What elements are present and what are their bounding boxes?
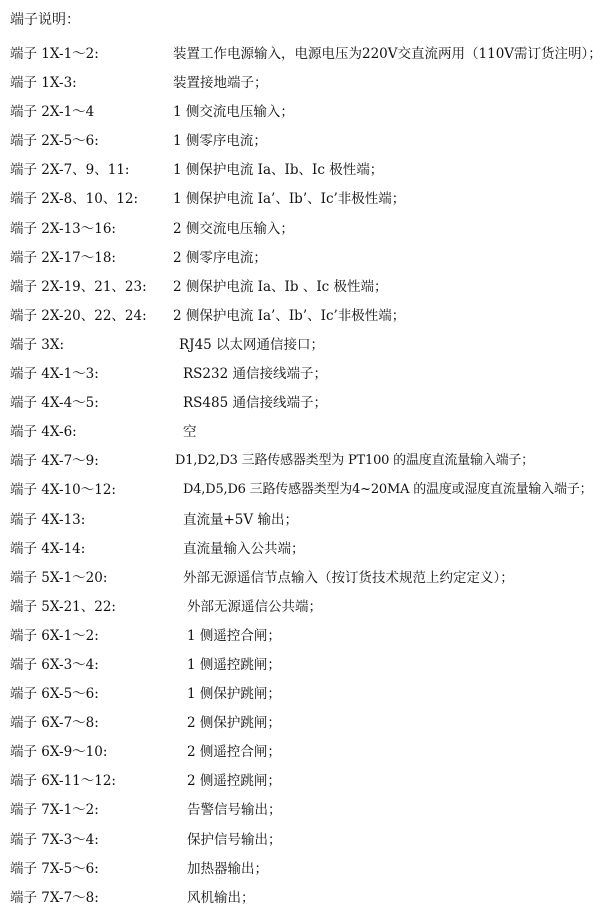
terminal-row xyxy=(0,830,611,859)
terminal-description: 直流量输入公共端； xyxy=(183,540,305,557)
terminal-row xyxy=(0,219,611,248)
terminal-id: 端子 1X-1～2: xyxy=(10,46,99,62)
terminal-description: 空 xyxy=(183,424,197,441)
terminal-row xyxy=(0,713,611,742)
terminal-row xyxy=(0,684,611,713)
terminal-id: 端子 2X-7、9、11: xyxy=(10,162,130,179)
terminal-row xyxy=(0,335,611,364)
terminal-description: 装置接地端子； xyxy=(173,75,268,92)
terminal-id: 端子 4X-1～3: xyxy=(10,366,99,383)
terminal-row xyxy=(0,277,611,306)
terminal-description: 1 侧保护电流 Ia、Ib、Ic 极性端； xyxy=(173,162,384,179)
terminal-row xyxy=(0,597,611,626)
terminal-id: 端子 7X-5～6: xyxy=(10,860,99,877)
terminal-row xyxy=(0,73,611,102)
terminal-id: 端子 2X-8、10、12: xyxy=(10,191,139,208)
terminal-id: 端子 2X-19、21、23: xyxy=(10,278,147,295)
terminal-id: 端子 2X-20、22、24: xyxy=(10,307,147,324)
terminal-description: 1 侧保护电流 Ia’、Ib’、Ic’非极性端； xyxy=(173,191,406,208)
terminal-description: 2 侧保护电流 Ia、Ib 、Ic 极性端； xyxy=(173,278,388,295)
terminal-id: 端子 4X-7～9: xyxy=(10,453,99,470)
terminal-row xyxy=(0,480,611,509)
terminal-id: 端子 2X-1～4 xyxy=(10,104,95,121)
terminal-id: 端子 5X-1～20: xyxy=(10,569,108,586)
terminal-row xyxy=(0,451,611,480)
terminal-id: 端子 6X-11～12: xyxy=(10,773,116,790)
terminal-description: RJ45 以太网通信接口； xyxy=(179,336,325,353)
terminal-id: 端子 4X-10～12: xyxy=(10,482,116,499)
terminal-row xyxy=(0,364,611,393)
terminal-description: 2 侧保护电流 Ia’、Ib’、Ic’非极性端； xyxy=(173,307,406,324)
terminal-description: 保护信号输出； xyxy=(187,831,282,848)
terminal-description: 外部无源遥信节点输入（按订货技术规范上约定定义）； xyxy=(183,569,514,586)
terminal-description: 2 侧保护跳闸； xyxy=(187,715,281,732)
terminal-row xyxy=(0,422,611,451)
terminal-id: 端子 1X-3: xyxy=(10,75,77,92)
section-heading: 端子说明： xyxy=(10,12,80,28)
terminal-row xyxy=(0,742,611,771)
terminal-description: D4,D5,D6 三路传感器类型为4~20MA 的温度或湿度直流量输入端子； xyxy=(183,482,593,498)
terminal-row xyxy=(0,306,611,335)
terminal-id: 端子 3X: xyxy=(10,336,65,353)
terminal-row xyxy=(0,160,611,189)
terminal-description: 2 侧遥控跳闸； xyxy=(187,773,281,790)
terminal-description: 直流量+5V 输出； xyxy=(183,511,298,528)
terminal-description: 2 侧遥控合闸； xyxy=(187,744,281,761)
terminal-description: 装置工作电源输入，电源电压为220V交直流两用（110V需订货注明）； xyxy=(173,46,602,62)
terminal-description: 1 侧交流电压输入； xyxy=(173,104,294,121)
terminal-row xyxy=(0,131,611,160)
terminal-row xyxy=(0,771,611,800)
terminal-id: 端子 6X-3～4: xyxy=(10,656,99,673)
terminal-description: 1 侧保护跳闸； xyxy=(187,686,281,703)
terminal-list xyxy=(0,44,611,917)
terminal-id: 端子 4X-6: xyxy=(10,424,77,441)
terminal-id: 端子 6X-7～8: xyxy=(10,715,99,732)
terminal-row xyxy=(0,568,611,597)
terminal-description: 告警信号输出； xyxy=(187,802,282,819)
terminal-id: 端子 2X-13～16: xyxy=(10,220,116,237)
terminal-description: D1,D2,D3 三路传感器类型为 PT100 的温度直流量输入端子； xyxy=(175,453,534,469)
terminal-description: 2 侧零序电流； xyxy=(173,249,267,266)
terminal-row xyxy=(0,189,611,218)
terminal-id: 端子 7X-7～8: xyxy=(10,889,99,906)
terminal-id: 端子 6X-9～10: xyxy=(10,744,108,761)
terminal-description: 加热器输出； xyxy=(187,860,268,877)
terminal-id: 端子 5X-21、22: xyxy=(10,598,116,615)
terminal-row xyxy=(0,248,611,277)
terminal-row xyxy=(0,539,611,568)
terminal-row xyxy=(0,44,611,73)
terminal-description: 风机输出； xyxy=(187,889,255,906)
terminal-id: 端子 2X-5～6: xyxy=(10,133,99,150)
terminal-id: 端子 7X-3～4: xyxy=(10,831,99,848)
terminal-row xyxy=(0,102,611,131)
terminal-description: 外部无源遥信公共端； xyxy=(187,598,322,615)
terminal-id: 端子 4X-4～5: xyxy=(10,395,99,412)
terminal-description: 1 侧遥控跳闸； xyxy=(187,656,281,673)
terminal-row xyxy=(0,800,611,829)
terminal-id: 端子 4X-14: xyxy=(10,540,86,557)
terminal-id: 端子 4X-13: xyxy=(10,511,86,528)
terminal-id: 端子 2X-17～18: xyxy=(10,249,116,266)
terminal-id: 端子 7X-1～2: xyxy=(10,802,99,819)
terminal-description: RS232 通信接线端子； xyxy=(183,366,327,383)
terminal-description: RS485 通信接线端子； xyxy=(183,395,327,412)
terminal-row xyxy=(0,626,611,655)
terminal-row xyxy=(0,393,611,422)
terminal-description: 1 侧遥控合闸； xyxy=(187,627,281,644)
terminal-id: 端子 6X-5～6: xyxy=(10,686,99,703)
terminal-row xyxy=(0,510,611,539)
terminal-description: 1 侧零序电流； xyxy=(173,133,267,150)
terminal-id: 端子 6X-1～2: xyxy=(10,627,99,644)
terminal-row xyxy=(0,859,611,888)
terminal-row xyxy=(0,888,611,917)
terminal-row xyxy=(0,655,611,684)
terminal-description: 2 侧交流电压输入； xyxy=(173,220,294,237)
